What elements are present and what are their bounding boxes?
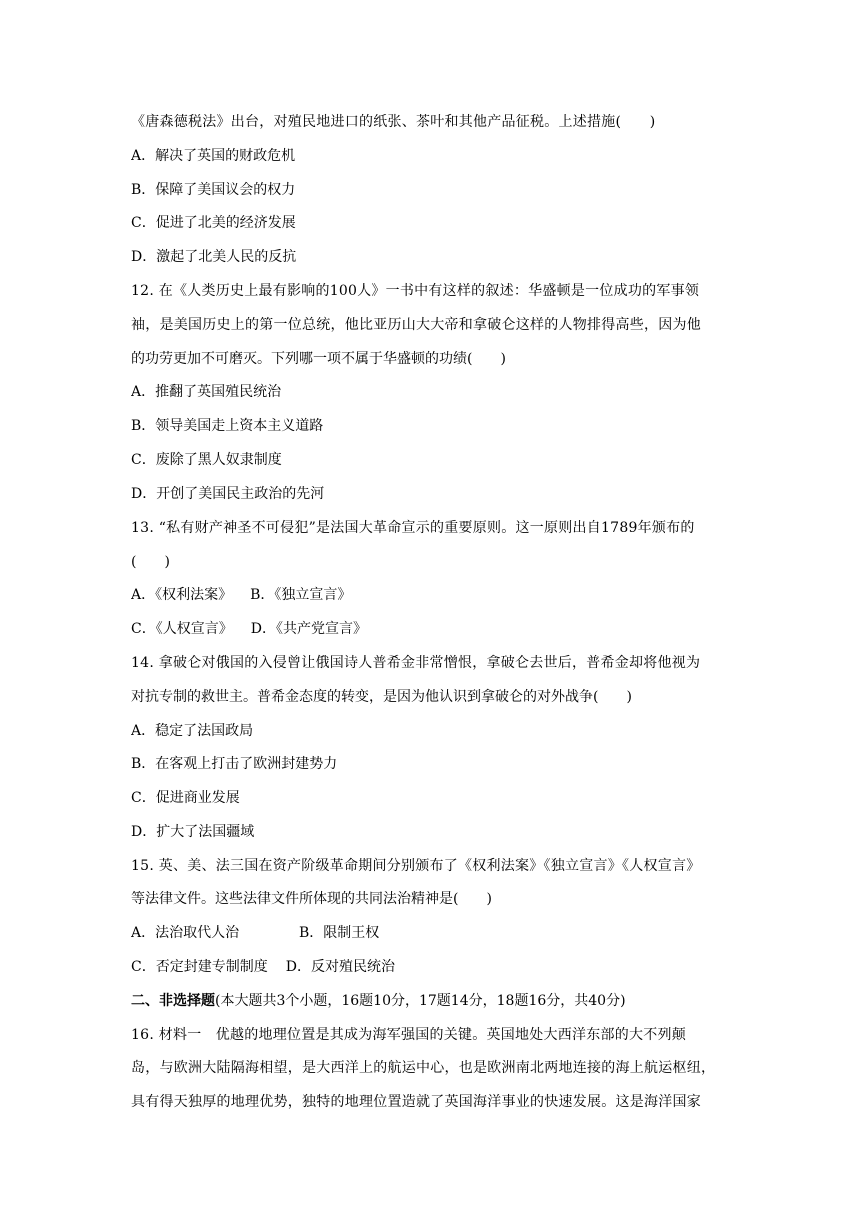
q14-option-d: D．扩大了法国疆域: [131, 824, 255, 840]
q12-stem-line-1: 12. 在《人类历史上最有影响的100人》一书中有这样的叙述：华盛顿是一位成功的军事领: [131, 283, 700, 299]
section-2-heading: [131, 990, 732, 1012]
q11-option-d: D．激起了北美人民的反抗: [131, 249, 297, 265]
q13-options-row-2: [131, 618, 732, 640]
q12-option-a: A．推翻了英国殖民统治: [131, 384, 282, 400]
q15-options-row-1: [131, 922, 732, 944]
q12-option-b: B．领导美国走上资本主义道路: [131, 418, 324, 434]
q13-option-c: C．《人权宣言》: [131, 621, 233, 637]
q16-material-line-3: 具有得天独厚的地理优势，独特的地理位置造就了英国海洋事业的快速发展。这是海洋国家: [131, 1094, 701, 1110]
q16-material-line-1: 16. 材料一 优越的地理位置是其成为海军强国的关键。英国地处大西洋东部的大不列颠: [131, 1027, 686, 1043]
q15-option-a: A．法治取代人治: [131, 925, 240, 941]
q14-stem-line-2: 对抗专制的救世主。普希金态度的转变，是因为他认识到拿破仑的对外战争( ): [131, 689, 632, 705]
q15-option-c: C．否定封建专制制度: [131, 959, 268, 975]
q11-stem-tail: 《唐森德税法》出台，对殖民地进口的纸张、茶叶和其他产品征税。上述措施( ): [131, 114, 656, 130]
q15-option-b: B．限制王权: [299, 925, 380, 941]
q11-option-b: B．保障了美国议会的权力: [131, 182, 296, 198]
q13-stem-line-2: ( ): [131, 554, 170, 570]
q13-option-b: B．《独立宣言》: [250, 587, 352, 603]
q15-stem-line-2: 等法律文件。这些法律文件所体现的共同法治精神是( ): [131, 891, 492, 907]
q12-option-c: C．废除了黑人奴隶制度: [131, 452, 282, 468]
q14-stem-line-1: 14. 拿破仑对俄国的入侵曾让俄国诗人普希金非常憎恨，拿破仑去世后，普希金却将他视为: [131, 655, 701, 671]
q14-option-a: A．稳定了法国政局: [131, 723, 254, 739]
q13-option-d: D．《共产党宣言》: [250, 621, 367, 637]
section-2-note: (本大题共3个小题，16题10分，17题14分，18题16分，共40分): [215, 993, 626, 1009]
q15-options-row-2: [131, 956, 732, 978]
q12-stem-line-3: 的功劳更加不可磨灭。下列哪一项不属于华盛顿的功绩( ): [131, 351, 506, 367]
section-2-title: 二、非选择题: [131, 993, 215, 1009]
q12-stem-line-2: 袖，是美国历史上的第一位总统，他比亚历山大大帝和拿破仑这样的人物排得高些，因为他: [131, 317, 701, 333]
q15-stem-line-1: 15. 英、美、法三国在资产阶级革命期间分别颁布了《权利法案》《独立宣言》《人权宣言》: [131, 858, 701, 874]
q13-stem-line-1: 13. “私有财产神圣不可侵犯”是法国大革命宣示的重要原则。这一原则出自1789年颁布的: [131, 520, 695, 536]
q13-option-a: A．《权利法案》: [131, 587, 233, 603]
q11-option-c: C．促进了北美的经济发展: [131, 215, 296, 231]
q13-options-row-1: [131, 584, 732, 606]
q11-option-a: A．解决了英国的财政危机: [131, 148, 296, 164]
q15-option-d: D．反对殖民统治: [285, 959, 395, 975]
q14-option-c: C．促进商业发展: [131, 790, 240, 806]
q16-material-line-2: 岛，与欧洲大陆隔海相望，是大西洋上的航运中心，也是欧洲南北两地连接的海上航运枢纽，: [131, 1060, 716, 1076]
q12-option-d: D．开创了美国民主政治的先河: [131, 486, 325, 502]
q14-option-b: B．在客观上打击了欧洲封建势力: [131, 756, 338, 772]
